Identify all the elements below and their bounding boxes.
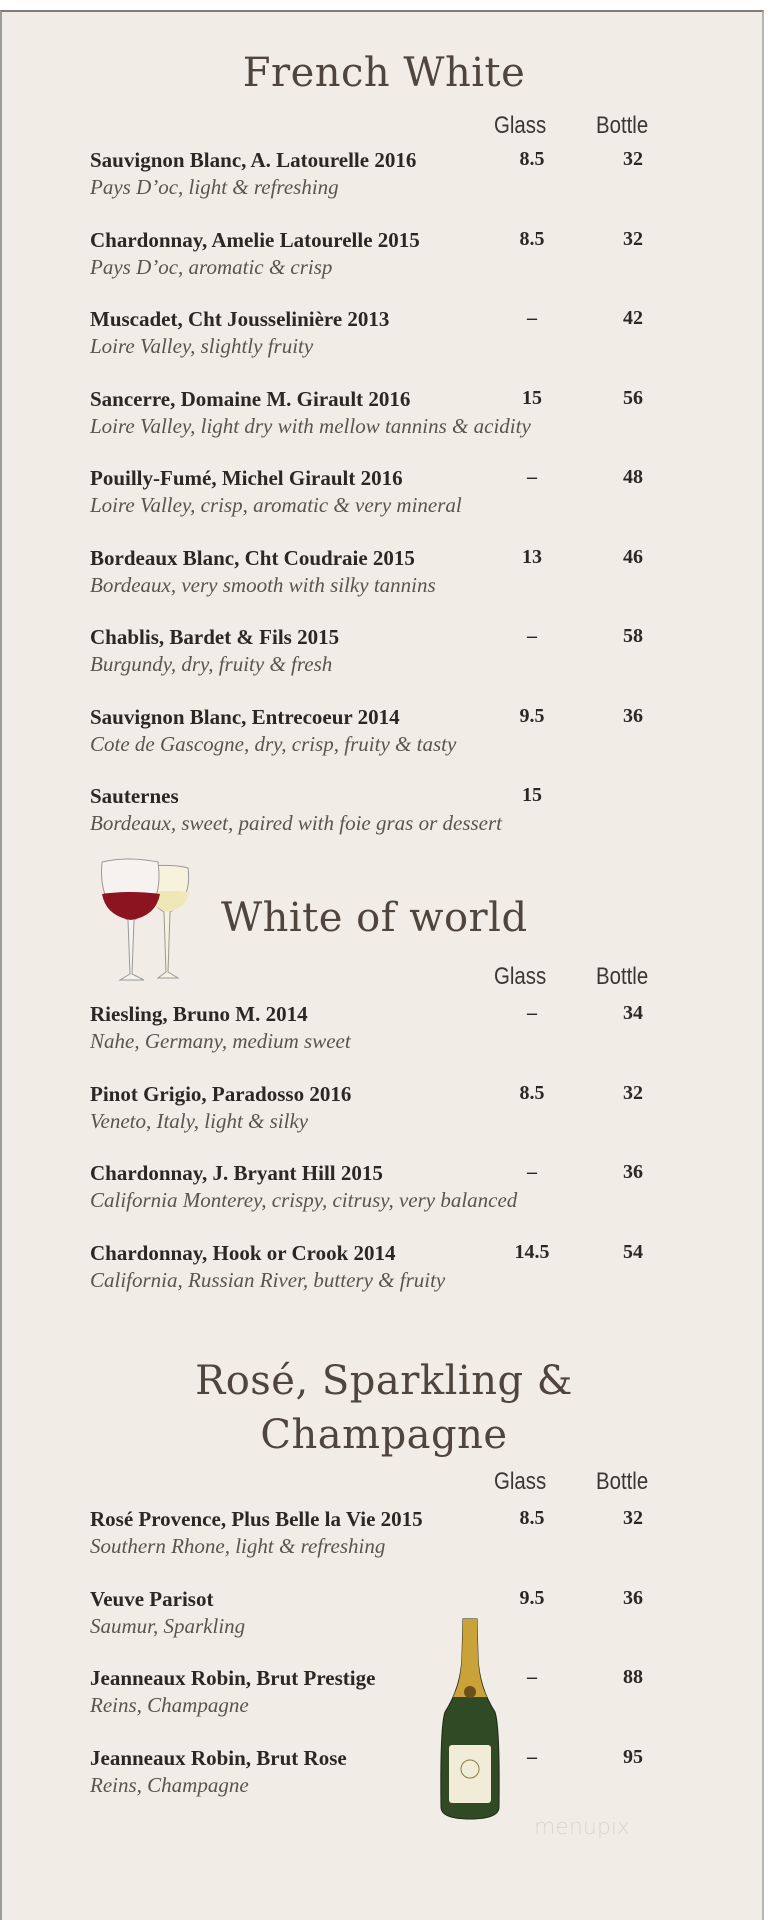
champagne-bottle-icon [439, 1617, 501, 1822]
bottle-price: 32 [623, 1507, 643, 1529]
wine-description: Reins, Champagne [90, 1693, 249, 1717]
wine-item [90, 1241, 690, 1301]
bottle-price: 32 [623, 148, 643, 170]
wine-name: Sauvignon Blanc, A. Latourelle 2016 [90, 148, 417, 172]
wine-name: Riesling, Bruno M. 2014 [90, 1002, 308, 1026]
bottle-price: 58 [623, 625, 643, 647]
glass-price: – [527, 625, 537, 647]
bottle-header: Bottle [596, 1468, 649, 1495]
bottle-price: 95 [623, 1745, 643, 1768]
wine-name: Bordeaux Blanc, Cht Coudraie 2015 [90, 545, 415, 570]
wine-item [90, 466, 690, 526]
wine-name: Sauvignon Blanc, Entrecoeur 2014 [90, 704, 400, 729]
bottle-price: 46 [623, 545, 643, 568]
glass-header: Glass [494, 1468, 547, 1495]
glass-price: 9.5 [519, 704, 545, 727]
wine-item [90, 1746, 690, 1806]
glass-price: 15 [522, 386, 542, 409]
wine-name: Pouilly-Fumé, Michel Girault 2016 [90, 466, 403, 490]
wine-name: Chardonnay, Hook or Crook 2014 [90, 1240, 396, 1265]
wine-description: California Monterey, crispy, citrusy, very balanced [90, 1188, 518, 1212]
glass-price: 15 [522, 784, 542, 806]
glass-price: 13 [522, 545, 542, 568]
glass-price: 8.5 [519, 1507, 545, 1529]
bottle-price: 48 [623, 466, 643, 488]
wine-name: Sancerre, Domaine M. Girault 2016 [90, 386, 411, 411]
wine-item [90, 1666, 690, 1726]
wine-description: Loire Valley, crisp, aromatic & very mineral [90, 493, 462, 517]
wine-description: Burgundy, dry, fruity & fresh [90, 652, 333, 676]
section-title-champagne: Champagne [260, 1412, 508, 1458]
section-title-rose-sparkling: Rosé, Sparkling & [195, 1358, 573, 1404]
glass-header: Glass [494, 112, 547, 139]
wine-name: Chardonnay, Amelie Latourelle 2015 [90, 227, 420, 252]
bottle-price: 54 [623, 1240, 643, 1263]
wine-description: Pays D’oc, aromatic & crisp [90, 254, 333, 279]
bottle-price: 34 [623, 1002, 643, 1024]
bottle-price: 36 [623, 704, 643, 727]
wine-name: Muscadet, Cht Jousselinière 2013 [90, 307, 390, 331]
glass-price: – [527, 466, 537, 488]
wine-description: California, Russian River, buttery & fruity [90, 1267, 446, 1292]
wine-item [90, 1507, 690, 1567]
wine-item [90, 546, 690, 606]
wine-item [90, 148, 690, 208]
wine-description: Loire Valley, slightly fruity [90, 334, 314, 358]
wine-item [90, 1161, 690, 1221]
wine-item [90, 625, 690, 685]
section-title-white-of-world: White of world [221, 895, 528, 941]
wine-item [90, 387, 690, 447]
glass-price: 14.5 [514, 1240, 550, 1263]
wine-name: Jeanneaux Robin, Brut Rose [90, 1745, 347, 1770]
glass-price: – [527, 1002, 537, 1024]
wine-item [90, 228, 690, 288]
glass-price: 8.5 [519, 227, 545, 250]
glass-price: 8.5 [519, 148, 545, 170]
bottle-header: Bottle [596, 963, 649, 990]
watermark: menupix [534, 1815, 630, 1840]
wine-description: Veneto, Italy, light & silky [90, 1108, 309, 1133]
glass-price: 9.5 [519, 1586, 545, 1609]
bottle-price: 36 [623, 1586, 643, 1609]
wine-description: Saumur, Sparkling [90, 1613, 246, 1638]
wine-glasses-icon [100, 854, 190, 984]
wine-description: Reins, Champagne [90, 1772, 249, 1797]
wine-description: Southern Rhone, light & refreshing [90, 1534, 386, 1558]
wine-item [90, 1587, 690, 1647]
bottle-price: 36 [623, 1161, 643, 1183]
wine-name: Veuve Parisot [90, 1586, 214, 1611]
bottle-price: 56 [623, 386, 643, 409]
bottle-price: 42 [623, 307, 643, 329]
wine-description: Bordeaux, very smooth with silky tannins [90, 572, 436, 597]
wine-name: Rosé Provence, Plus Belle la Vie 2015 [90, 1507, 423, 1531]
wine-name: Sauternes [90, 784, 179, 808]
wine-item [90, 307, 690, 367]
bottle-header: Bottle [596, 112, 649, 139]
wine-description: Pays D’oc, light & refreshing [90, 175, 339, 199]
wine-item [90, 784, 690, 844]
wine-item [90, 1002, 690, 1062]
wine-name: Jeanneaux Robin, Brut Prestige [90, 1666, 376, 1690]
wine-item [90, 705, 690, 765]
wine-item [90, 1082, 690, 1142]
glass-price: – [527, 1745, 537, 1768]
bottle-price: 32 [623, 1081, 643, 1104]
wine-name: Chardonnay, J. Bryant Hill 2015 [90, 1161, 383, 1185]
glass-price: – [527, 307, 537, 329]
wine-description: Bordeaux, sweet, paired with foie gras or dessert [90, 811, 502, 835]
bottle-price: 88 [623, 1666, 643, 1688]
bottle-price: 32 [623, 227, 643, 250]
glass-price: – [527, 1666, 537, 1688]
glass-price: – [527, 1161, 537, 1183]
glass-price: 8.5 [519, 1081, 545, 1104]
section-title-french-white: French White [242, 50, 526, 96]
wine-name: Pinot Grigio, Paradosso 2016 [90, 1081, 352, 1106]
wine-description: Cote de Gascogne, dry, crisp, fruity & tasty [90, 731, 457, 756]
glass-header: Glass [494, 963, 547, 990]
wine-name: Chablis, Bardet & Fils 2015 [90, 625, 340, 649]
wine-description: Nahe, Germany, medium sweet [90, 1029, 351, 1053]
wine-description: Loire Valley, light dry with mellow tannins & acidity [90, 413, 531, 438]
